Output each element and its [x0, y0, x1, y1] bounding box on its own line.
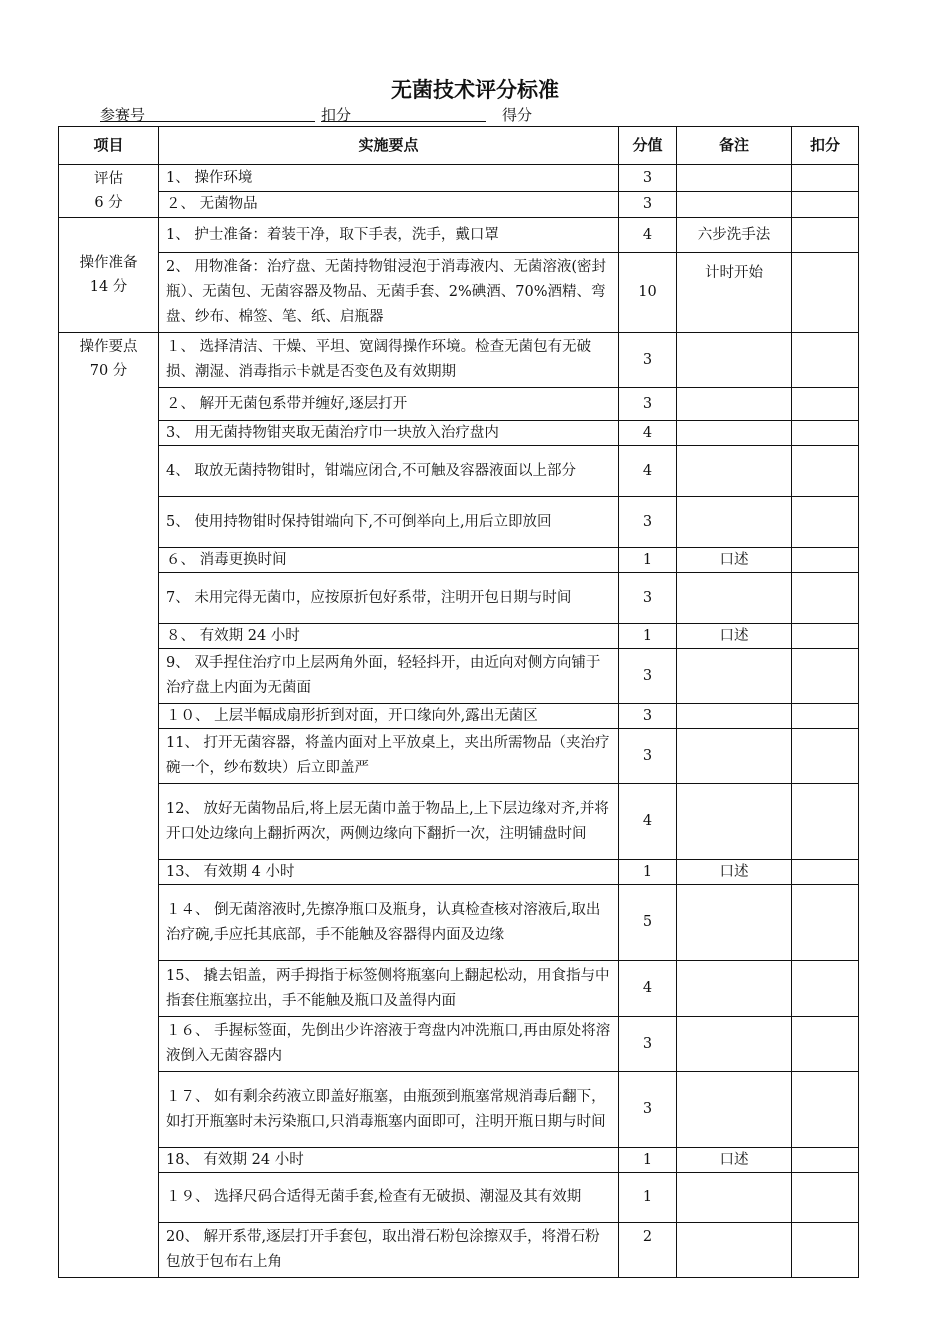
row-text: １６、 手握标签面，先倒出少许溶液于弯盘内冲洗瓶口,再由原处将溶液倒入无菌容器内 — [159, 1017, 619, 1072]
table-row — [59, 421, 859, 446]
row-note — [677, 1017, 792, 1072]
row-text: １、 选择清洁、干燥、平坦、宽阔得操作环境。检查无菌包有无破损、潮湿、消毒指示卡就是否变色及有效期期 — [159, 333, 619, 388]
row-note: 六步洗手法 — [677, 218, 792, 253]
table-row — [59, 573, 859, 624]
row-text: １９、 选择尺码合适得无菌手套,检查有无破损、潮湿及其有效期 — [159, 1173, 619, 1223]
table-row — [59, 885, 859, 961]
group-assess-name: 评估 — [94, 171, 123, 187]
table-row — [59, 191, 859, 218]
group-prep — [59, 218, 159, 333]
row-value: 4 — [619, 218, 677, 253]
header-deduct: 扣分 — [792, 127, 859, 165]
table-row — [59, 497, 859, 548]
row-text: 18、 有效期 24 小时 — [159, 1148, 619, 1173]
row-deduct-cell — [792, 1017, 859, 1072]
table-row — [59, 624, 859, 649]
row-deduct-cell — [792, 961, 859, 1017]
row-value: 10 — [619, 253, 677, 333]
row-value: 3 — [619, 704, 677, 729]
table-row — [59, 649, 859, 704]
table-row — [59, 860, 859, 885]
row-text: １７、 如有剩余药液立即盖好瓶塞，由瓶颈到瓶塞常规消毒后翻下， 如打开瓶塞时未污染瓶口,只消毒瓶塞内面即可，注明开瓶日期与时间 — [159, 1072, 619, 1148]
row-value: 3 — [619, 388, 677, 421]
row-value: 3 — [619, 1017, 677, 1072]
row-deduct-cell — [792, 497, 859, 548]
row-deduct-cell — [792, 885, 859, 961]
row-note — [677, 961, 792, 1017]
row-note — [677, 333, 792, 388]
table-row — [59, 1223, 859, 1278]
row-deduct-cell — [792, 649, 859, 704]
deduct-label: 扣分 — [321, 106, 352, 124]
table-row — [59, 333, 859, 388]
row-value: 1 — [619, 1173, 677, 1223]
row-text: 1、 护士准备：着装干净，取下手表，洗手，戴口罩 — [159, 218, 619, 253]
header-points: 实施要点 — [159, 127, 619, 165]
row-note — [677, 704, 792, 729]
header-note: 备注 — [677, 127, 792, 165]
row-deduct-cell — [792, 388, 859, 421]
row-value: 3 — [619, 165, 677, 192]
row-note — [677, 388, 792, 421]
table-row — [59, 446, 859, 497]
deduct-blank — [321, 121, 486, 122]
table-row — [59, 253, 859, 333]
row-value: 3 — [619, 191, 677, 218]
row-text: 11、 打开无菌容器，将盖内面对上平放桌上，夹出所需物品（夹治疗碗一个，纱布数块）后立即盖严 — [159, 729, 619, 784]
row-deduct-cell — [792, 1173, 859, 1223]
row-value: 3 — [619, 729, 677, 784]
row-value: 3 — [619, 649, 677, 704]
row-text: 15、 撬去铝盖，两手拇指于标签侧将瓶塞向上翻起松动，用食指与中指套住瓶塞拉出，手不能触及瓶口及盖得内面 — [159, 961, 619, 1017]
score-label: 得分 — [502, 106, 533, 124]
table-row — [59, 1148, 859, 1173]
row-deduct-cell — [792, 218, 859, 253]
row-note — [677, 1173, 792, 1223]
row-note: 口述 — [677, 1148, 792, 1173]
row-value: 4 — [619, 961, 677, 1017]
table-row — [59, 388, 859, 421]
row-value: 1 — [619, 860, 677, 885]
row-text: ２、 无菌物品 — [159, 191, 619, 218]
group-assess-score: 6 分 — [94, 195, 123, 211]
row-note — [677, 885, 792, 961]
row-note: 口述 — [677, 860, 792, 885]
row-text: ６、 消毒更换时间 — [159, 548, 619, 573]
row-text: 13、 有效期 4 小时 — [159, 860, 619, 885]
row-value: 4 — [619, 446, 677, 497]
group-ops — [59, 333, 159, 1278]
row-deduct-cell — [792, 1148, 859, 1173]
row-deduct-cell — [792, 421, 859, 446]
contestant-number-blank — [100, 121, 315, 122]
row-text: 4、 取放无菌持物钳时，钳端应闭合,不可触及容器液面以上部分 — [159, 446, 619, 497]
group-prep-score: 14 分 — [89, 279, 128, 295]
row-text: ２、 解开无菌包系带并缠好,逐层打开 — [159, 388, 619, 421]
row-value: 1 — [619, 548, 677, 573]
group-ops-name: 操作要点 — [79, 339, 138, 355]
row-value: 5 — [619, 885, 677, 961]
row-value: 3 — [619, 573, 677, 624]
row-deduct-cell — [792, 784, 859, 860]
row-value: 2 — [619, 1223, 677, 1278]
row-note — [677, 165, 792, 192]
row-note — [677, 421, 792, 446]
row-text: 12、 放好无菌物品后,将上层无菌巾盖于物品上,上下层边缘对齐,并将开口处边缘向上翻折两次，两侧边缘向下翻折一次，注明铺盘时间 — [159, 784, 619, 860]
row-value: 3 — [619, 497, 677, 548]
table-row — [59, 218, 859, 253]
row-value: 4 — [619, 784, 677, 860]
table-row — [59, 704, 859, 729]
document-title: 无菌技术评分标准 — [391, 78, 559, 102]
row-note: 口述 — [677, 624, 792, 649]
row-text: 3、 用无菌持物钳夹取无菌治疗巾一块放入治疗盘内 — [159, 421, 619, 446]
row-deduct-cell — [792, 446, 859, 497]
row-note — [677, 1072, 792, 1148]
row-note — [677, 1223, 792, 1278]
row-deduct-cell — [792, 333, 859, 388]
table-row — [59, 1072, 859, 1148]
row-note — [677, 784, 792, 860]
row-text: 7、 未用完得无菌巾，应按原折包好系带，注明开包日期与时间 — [159, 573, 619, 624]
table-row — [59, 165, 859, 192]
row-text: 5、 使用持物钳时保持钳端向下,不可倒举向上,用后立即放回 — [159, 497, 619, 548]
table-row — [59, 784, 859, 860]
contestant-number-label: 参赛号 — [100, 106, 146, 124]
row-text: 9、 双手捏住治疗巾上层两角外面，轻轻抖开，由近向对侧方向铺于治疗盘上内面为无菌面 — [159, 649, 619, 704]
row-value: 4 — [619, 421, 677, 446]
row-value: 1 — [619, 624, 677, 649]
row-text: １４、 倒无菌溶液时,先擦净瓶口及瓶身，认真检查核对溶液后,取出治疗碗,手应托其底部，手不能触及容器得内面及边缘 — [159, 885, 619, 961]
table-row — [59, 729, 859, 784]
group-ops-score: 70 分 — [89, 363, 128, 379]
group-prep-name: 操作准备 — [79, 255, 138, 271]
row-note — [677, 446, 792, 497]
row-note — [677, 497, 792, 548]
row-deduct-cell — [792, 191, 859, 218]
row-text: 2、 用物准备：治疗盘、无菌持物钳浸泡于消毒液内、无菌溶液(密封瓶）、无菌包、无菌容器及物品、无菌手套、2%碘酒、70%酒精、弯盘、纱布、棉签、笔、纸、启瓶器 — [159, 253, 619, 333]
row-text: １０、 上层半幅成扇形折到对面，开口缘向外,露出无菌区 — [159, 704, 619, 729]
row-deduct-cell — [792, 253, 859, 333]
table-header-row — [59, 127, 859, 165]
header-item: 项目 — [59, 127, 159, 165]
row-note: 口述 — [677, 548, 792, 573]
row-value: 3 — [619, 333, 677, 388]
row-note — [677, 729, 792, 784]
row-note — [677, 573, 792, 624]
row-deduct-cell — [792, 1223, 859, 1278]
header-value: 分值 — [619, 127, 677, 165]
row-deduct-cell — [792, 729, 859, 784]
row-deduct-cell — [792, 1072, 859, 1148]
row-deduct-cell — [792, 624, 859, 649]
table-row — [59, 961, 859, 1017]
row-text: 1、 操作环境 — [159, 165, 619, 192]
row-deduct-cell — [792, 860, 859, 885]
row-value: 3 — [619, 1072, 677, 1148]
row-deduct-cell — [792, 165, 859, 192]
row-deduct-cell — [792, 548, 859, 573]
table-row — [59, 1017, 859, 1072]
table-row — [59, 1173, 859, 1223]
row-deduct-cell — [792, 704, 859, 729]
row-deduct-cell — [792, 573, 859, 624]
row-text: ８、 有效期 24 小时 — [159, 624, 619, 649]
scoring-table — [58, 126, 859, 1278]
row-note — [677, 191, 792, 218]
group-assess — [59, 165, 159, 218]
row-note: 计时开始 — [677, 253, 792, 333]
table-row — [59, 548, 859, 573]
row-note — [677, 649, 792, 704]
row-value: 1 — [619, 1148, 677, 1173]
row-text: 20、 解开系带,逐层打开手套包，取出滑石粉包涂擦双手，将滑石粉包放于包布右上角 — [159, 1223, 619, 1278]
